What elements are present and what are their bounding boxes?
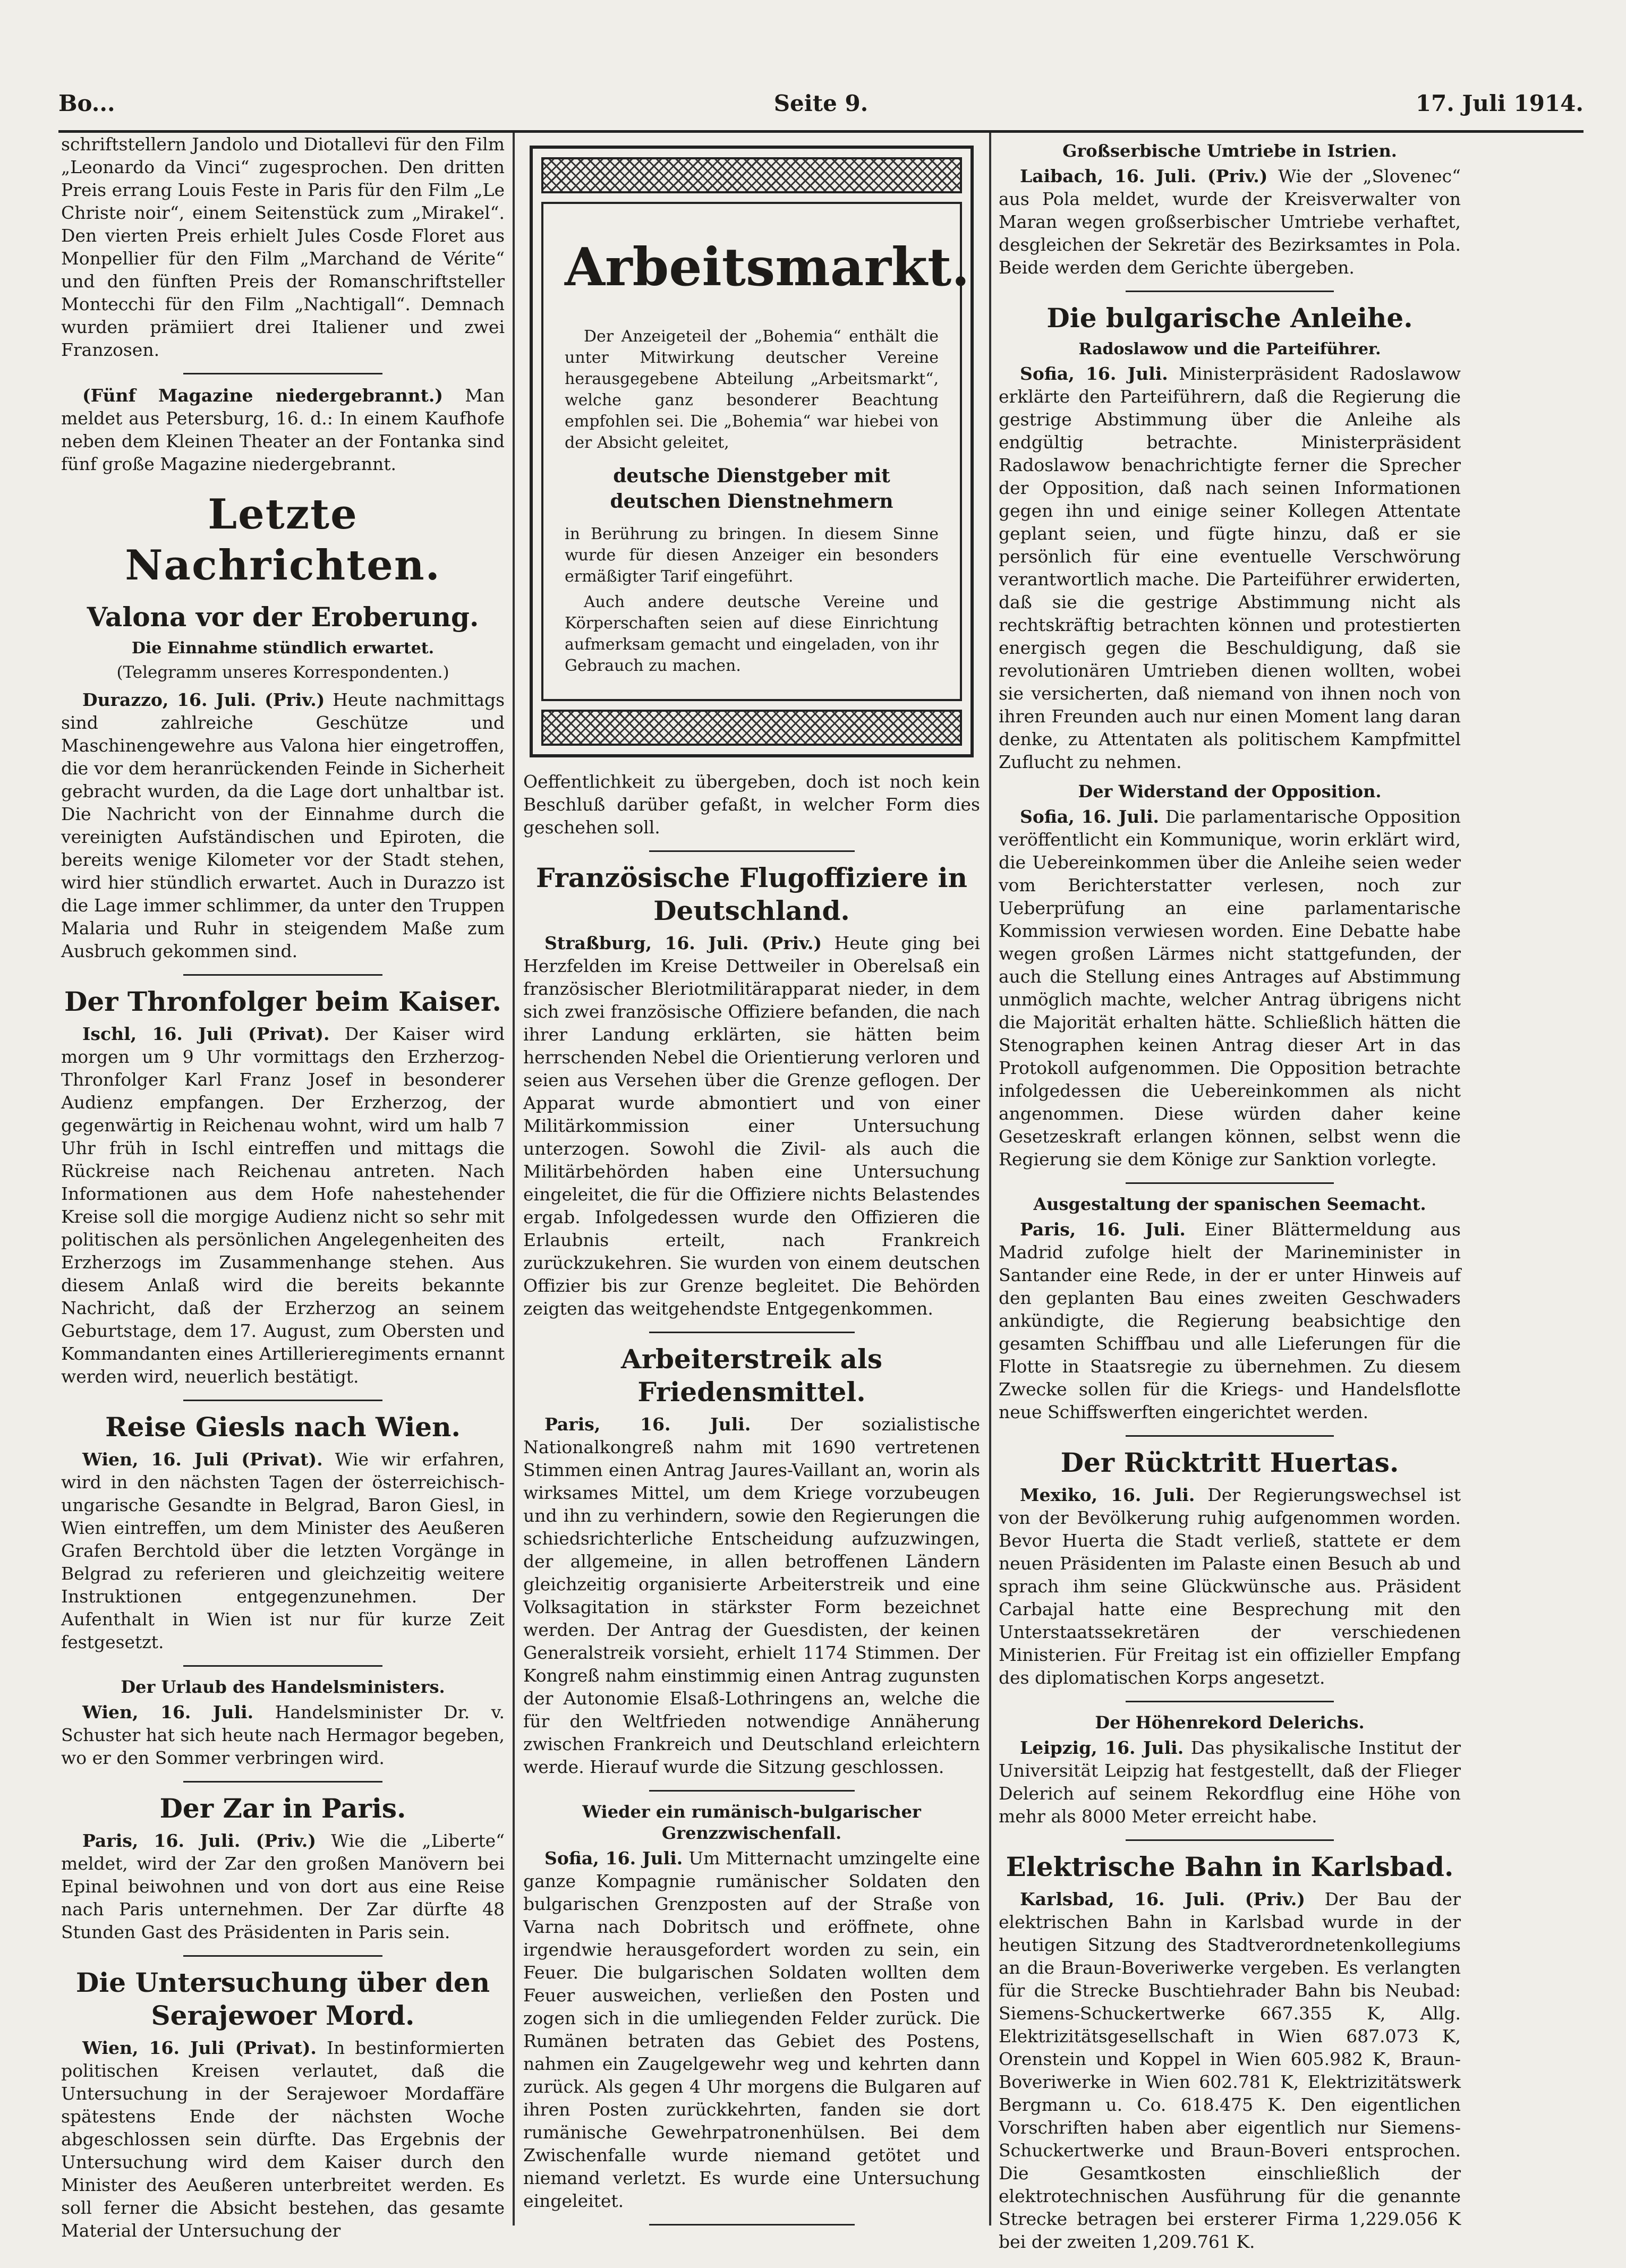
brief-text: Man meldet aus Petersburg, 16. d.: In einem Kaufhofe neben dem Kleinen Theater an der Fontanka sind fünf große Magazine niedergebrannt.	[61, 385, 505, 474]
article-title: Der Thronfolger beim Kaiser.	[64, 986, 501, 1017]
article-text: Heute ging bei Herzfelden im Kreise Dettweiler in Oberelsaß ein französischer Bleriotmilitärapparat nieder, in dem sich zwei französische Offiziere befanden, die nach ihrer Landung erklärten, sie hätten beim herrschenden Nebel die Orientierung verloren und seien aus Versehen über die Grenze geflogen. Der Apparat wurde abmontiert und von einer Militärkommission einer Untersuchung unterzogen. Sowohl die Zivil- als auch die Militärbehörden haben eine Untersuchung eingeleitet, die für die Offiziere nichts Belastendes ergab. Infolgedessen wurde den Offizieren die Erlaubnis erteilt, nach Frankreich zurückzukehren. Sie wurden von einem deutschen Offizier bis zur Grenze begleitet. Die Behörden zeigten das weitgehendste Entgegenkommen.	[523, 933, 980, 1319]
separator	[1126, 1182, 1334, 1184]
article-body	[999, 1483, 1461, 1689]
article-body	[61, 1022, 505, 1388]
separator	[183, 1400, 383, 1401]
separator	[649, 850, 855, 852]
separator	[183, 1665, 383, 1667]
article-text: In bestinformierten politischen Kreisen verlautet, daß die Untersuchung in der Serajewoer Mordaffäre spätestens Ende der nächsten Woche abgeschlossen sein dürfte. Das Ergebnis der Untersuchung wird dem Kaiser durch den Minister des Aeußeren unterbreitet werden. Es soll ferner die Absicht bestehen, das gesamte Material der Untersuchung der	[61, 2037, 505, 2241]
article-text: Das physikalische Institut der Universität Leipzig hat festgestellt, daß der Flieger Delerich auf seinem Rekordflug eine Höhe von mehr als 8000 Meter erreicht habe.	[999, 1737, 1461, 1827]
dateline: Laibach, 16. Juli. (Priv.)	[1020, 166, 1268, 186]
separator	[649, 1332, 855, 1333]
section-title: Letzte Nachrichten.	[125, 490, 441, 590]
masthead-fragment: Bo...	[58, 90, 115, 116]
dateline: Durazzo, 16. Juli. (Priv.)	[82, 689, 325, 710]
separator	[649, 1790, 855, 1792]
dateline: Paris, 16. Juli. (Priv.)	[82, 1830, 316, 1851]
separator	[183, 1955, 383, 1957]
separator	[1126, 1701, 1334, 1702]
article-body	[999, 362, 1461, 773]
article-title: Ausgestaltung der spanischen Seemacht.	[1033, 1194, 1426, 1214]
article-body	[61, 688, 505, 962]
brief-fire-report	[61, 384, 505, 475]
article-body	[999, 1736, 1461, 1828]
separator	[1126, 1435, 1334, 1437]
advertisement-title: Arbeitsmarkt.	[565, 237, 970, 298]
separator	[183, 1781, 383, 1783]
separator	[1126, 291, 1334, 292]
advertisement-text: in Berührung zu bringen. In diesem Sinne wurde für diesen Anzeiger ein besonders ermäßigter Tarif eingeführt.	[565, 525, 939, 586]
column-divider	[989, 133, 991, 2226]
separator	[183, 373, 383, 374]
article-title: Reise Giesls nach Wien.	[105, 1411, 461, 1443]
column-1	[61, 133, 505, 2241]
article-subtitle: Radoslawow und die Parteiführer.	[1078, 340, 1381, 359]
dateline: Paris, 16. Juli.	[544, 1414, 751, 1435]
dateline: Leipzig, 16. Juli.	[1020, 1737, 1184, 1758]
article-title: Großserbische Umtriebe in Istrien.	[1062, 141, 1397, 161]
article-title: Der Höhenrekord Delerichs.	[1095, 1712, 1365, 1733]
dateline: Wien, 16. Juli (Privat).	[82, 1449, 323, 1470]
article-body	[999, 1888, 1461, 2253]
dateline: Sofia, 16. Juli.	[1020, 806, 1159, 827]
article-title: Valona vor der Eroberung.	[87, 601, 479, 633]
telegram-note: (Telegramm unseres Korrespondenten.)	[116, 663, 449, 682]
dateline: Wien, 16. Juli.	[82, 1702, 254, 1723]
dateline: Straßburg, 16. Juli. (Priv.)	[544, 933, 822, 953]
article-title: Der Zar in Paris.	[159, 1793, 406, 1824]
article-body	[523, 932, 980, 1320]
advertisement-emphasis: deutsche Dienstgeber mit deutschen Dienstnehmern	[610, 465, 893, 513]
dateline: Sofia, 16. Juli.	[544, 1848, 683, 1869]
dateline: Paris, 16. Juli.	[1020, 1219, 1186, 1240]
column-3	[999, 133, 1461, 2252]
issue-date: 17. Juli 1914.	[1415, 90, 1584, 116]
column-divider	[513, 133, 515, 2226]
separator	[649, 2224, 855, 2226]
dateline: Ischl, 16. Juli (Privat).	[82, 1024, 330, 1044]
article-text: Einer Blättermeldung aus Madrid zufolge hielt der Marineminister in Santander eine Rede, in der er unter Hinweis auf den geplanten Bau eines zweiten Geschwaders ankündigte, die Regierung beabsichtige den gesamten Schiffbau und alle Lieferungen für die Flotte in Staatsregie zu übernehmen. Zu diesem Zwecke sollen für die Kriegs- und Handelsflotte neue Schiffswerften eingerichtet werden.	[999, 1219, 1461, 1422]
article-body	[61, 1829, 505, 1943]
advertisement-text: Auch andere deutsche Vereine und Körperschaften seien auf diese Einrichtung aufmerksam gemacht und eingeladen, von ihr Gebrauch zu machen.	[565, 593, 939, 675]
article-continuation: schriftstellern Jandolo und Diotallevi für den Film „Leonardo da Vinci“ zugesprochen. Den dritten Preis errang Louis Feste in Paris für den Film „Le Christe noir“, einem Seitenstück zum „Mirakel“. Den vierten Preis erhielt Jules Cosde Floret aus Monpellier für den Film „Marchand de Vérite“ und den fünften Preis der Romanschriftsteller Montecchi für den Film „Nachtigall“. Demnach wurden prämiiert drei Italiener und zwei Franzosen.	[61, 134, 505, 360]
dateline: Sofia, 16. Juli.	[1020, 363, 1168, 384]
dateline: Karlsbad, 16. Juli. (Priv.)	[1020, 1889, 1306, 1909]
dateline: Wien, 16. Juli (Privat).	[82, 2037, 317, 2058]
article-subtitle: Die Einnahme stündlich erwartet.	[131, 639, 435, 658]
article-title: Der Rücktritt Huertas.	[1060, 1447, 1399, 1478]
column-2	[523, 133, 980, 2231]
article-title: Der Urlaub des Handelsministers.	[121, 1677, 445, 1697]
article-body	[61, 2036, 505, 2242]
article-text: Heute nachmittags sind zahlreiche Geschütze und Maschinengewehre aus Valona hier eingetroffen, die vor dem heranrückenden Feinde in Sicherheit gebracht wurden, da die Lage dort unhaltbar ist. Die Nachricht von der Einnahme durch die vereinigten Aufständischen und Epiroten, die bereits wenige Kilometer vor der Stadt stehen, wird hier stündlich erwartet. Auch in Durazzo ist die Lage immer schlimmer, da unter den Truppen Malaria und Ruhr in steigendem Maße zum Ausbruch gekommen sind.	[61, 689, 505, 961]
article-text: Wie die „Liberte“ meldet, wird der Zar den großen Manövern bei Epinal beiwohnen und von dort aus eine Reise nach Paris unternehmen. Der Zar dürfte 48 Stunden Gast des Präsidenten in Paris sein.	[61, 1830, 505, 1942]
decorative-border	[541, 157, 962, 193]
article-text: Die parlamentarische Opposition veröffentlicht ein Kommunique, worin erklärt wird, die Uebereinkommen über die Anleihe seien weder vom Berichterstatter verlesen, noch zur Ueberprüfung an eine parlamentarische Kommission verwiesen worden. Eine Debatte habe wegen großen Lärmes nicht stattgefunden, der auch die Stellung eines Antrages auf Abstimmung unmöglich machte, welcher Antrag übrigens nicht die Majorität erhalten hätte. Schließlich hätten die Stenographen keinen Antrag dieser Art in das Protokoll aufgenommen. Die Opposition betrachte infolgedessen die Uebereinkommen als nicht angenommen. Diese würden daher keine Gesetzeskraft erlangen können, selbst wenn die Regierung sie dem Könige zur Sanktion vorlegte.	[999, 806, 1461, 1170]
article-body	[523, 1413, 980, 1778]
article-text: Wie der „Slovenec“ aus Pola meldet, wurde der Kreisverwalter von Maran wegen großserbischer Umtriebe verhaftet, desgleichen der Sekretär des Bezirksamtes in Pola. Beide werden dem Gerichte übergeben.	[999, 166, 1461, 278]
article-body	[999, 165, 1461, 279]
advertisement-inner	[541, 202, 970, 701]
article-text: Der Bau der elektrischen Bahn in Karlsbad wurde in der heutigen Sitzung des Stadtverordnetenkollegiums an die Braun-Boveriwerke vergeben. Es verlangten für die Strecke Buschtiehrader Bahn bis Neubad: Siemens-Schuckertwerke 667.355 K, Allg. Elektrizitätsgesellschaft in Wien 687.073 K, Orenstein und Koppel in Wien 605.982 K, Braun-Boveriwerke in Wien 602.781 K, Elektrizitätswerk Bergmann u. Co. 618.475 K. Den eigentlichen Vorschriften haben aber eigentlich nur Siemens-Schuckertwerke und Braun-Boveri entsprochen. Die Gesamtkosten einschließlich der elektrotechnischen Ausführung für die genannte Strecke betragen bei ersterer Firma 1,229.056 K bei der zweiten 1,209.761 K.	[999, 1889, 1461, 2252]
page-header	[58, 85, 1584, 127]
article-body	[999, 805, 1461, 1171]
separator	[183, 974, 383, 976]
article-title: Der Widerstand der Opposition.	[1078, 781, 1382, 802]
article-title: Arbeiterstreik als Friedensmittel.	[620, 1343, 883, 1408]
advertisement-box	[530, 146, 974, 757]
page-number: Seite 9.	[773, 90, 869, 116]
article-title: Die bulgarische Anleihe.	[1046, 302, 1413, 334]
advertisement-text: Der Anzeigeteil der „Bohemia“ enthält die unter Mitwirkung deutscher Vereine herausgegebene Abteilung „Arbeitsmarkt“, welche ganz besonderer Beachtung empfohlen sei. Die „Bohemia“ war hiebei von der Absicht geleitet,	[565, 327, 939, 452]
brief-title: (Fünf Magazine niedergebrannt.)	[82, 385, 444, 406]
article-title: Französische Flugoffiziere in Deutschland.	[535, 862, 968, 926]
article-text: Wie wir erfahren, wird in den nächsten Tagen der österreichisch-ungarische Gesandte in Belgrad, Baron Giesl, in Wien eintreffen, um dem Minister des Aeußeren Grafen Berchtold über die letzten Vorgänge in Belgrad zu referieren und gleichzeitig weitere Instruktionen entgegenzunehmen. Der Aufenthalt in Wien ist nur für kurze Zeit festgesetzt.	[61, 1449, 505, 1652]
article-title: Wieder ein rumänisch-bulgarischer Grenzzwischenfall.	[582, 1802, 921, 1843]
article-body	[523, 1847, 980, 2212]
article-text: Ministerpräsident Radoslawow erklärte den Parteiführern, daß die Regierung die gestrige Abstimmung über die Anleihe als endgültig betrachte. Ministerpräsident Radoslawow benachrichtigte ferner die Sprecher der Opposition, daß nach seinen Informationen gegen ihn und einige seiner Kollegen Attentate geplant seien, und fügte hinzu, daß er sie persönlich für eine eventuelle Verschwörung verantwortlich mache. Die Parteiführer erwiderten, daß sie die gestrige Abstimmung nicht als rechtskräftig betrachten können und protestierten energisch gegen die Beschuldigung, daß sie revolutionären Umtrieben dienen wollten, wobei sie versicherten, daß niemand von ihnen noch von ihren Freunden auch nur einen Moment lang daran denke, zu Attentaten als politischem Kampfmittel Zuflucht zu nehmen.	[999, 363, 1461, 772]
article-body	[61, 1448, 505, 1653]
article-title: Die Untersuchung über den Serajewoer Mord.	[75, 1967, 490, 2031]
article-title: Elektrische Bahn in Karlsbad.	[1006, 1851, 1454, 1882]
article-text: Um Mitternacht umzingelte eine ganze Kompagnie rumänischer Soldaten den bulgarischen Grenzposten auf der Straße von Varna nach Dobritsch und eröffnete, ohne irgendwie herausgefordert worden zu sein, ein Feuer. Die bulgarischen Soldaten wollten dem Feuer ausweichen, verließen den Posten und zogen sich in die umliegenden Felder zurück. Die Rumänen betraten das Gebiet des Postens, nahmen ein Zaugelgewehr weg und kehrten dann zurück. Als gegen 4 Uhr morgens die Bulgaren auf ihren Posten zurückkehrten, fanden sie dort rumänische Gewehrpatronenhülsen. Bei dem Zwischenfalle wurde niemand getötet und niemand verletzt. Es wurde eine Untersuchung eingeleitet.	[523, 1848, 980, 2211]
dateline: Mexiko, 16. Juli.	[1020, 1485, 1195, 1505]
article-continuation: Oeffentlichkeit zu übergeben, doch ist noch kein Beschluß darüber gefaßt, in welcher Form dies geschehen soll.	[523, 771, 980, 838]
article-body	[999, 1218, 1461, 1423]
article-text: Der Regierungswechsel ist von der Bevölkerung ruhig aufgenommen worden. Bevor Huerta die Stadt verließ, stattete er dem neuen Präsidenten im Palaste einen Besuch ab und sprach ihm seine Glückwünsche aus. Präsident Carbajal hatte eine Besprechung mit den Unterstaatssekretären der verschiedenen Ministerien. Für Freitag ist ein offizieller Empfang des diplomatischen Korps angesetzt.	[999, 1485, 1461, 1688]
decorative-border	[541, 710, 962, 746]
article-text: Der Kaiser wird morgen um 9 Uhr vormittags den Erzherzog-Thronfolger Karl Franz Josef in besonderer Audienz empfangen. Der Erzherzog, der gegenwärtig in Reichenau wohnt, wird um halb 7 Uhr früh in Ischl eintreffen und mittags die Rückreise nach Reichenau antreten. Nach Informationen aus dem Hofe nahestehender Kreise soll die morgige Audienz nicht so sehr mit politischen als persönlichen Angelegenheiten des Erzherzogs im Zusammenhange stehen. Aus diesem Anlaß wird die bereits bekannte Nachricht, daß der Erzherzog an seinem Geburtstage, dem 17. August, zum Obersten und Kommandanten eines Artillerieregiments ernannt werden wird, neuerlich bestätigt.	[61, 1024, 505, 1387]
article-text: Handelsminister Dr. v. Schuster hat sich heute nach Hermagor begeben, wo er den Sommer verbringen wird.	[61, 1702, 505, 1768]
separator	[1126, 1839, 1334, 1841]
article-text: Der sozialistische Nationalkongreß nahm mit 1690 vertretenen Stimmen einen Antrag Jaures-Vaillant an, worin als wirksames Mittel, um dem Kriege vorzubeugen und ihn zu verhindern, sowie den Regierungen die schiedsrichterliche Entscheidung aufzuzwingen, der allgemeine, in allen betroffenen Ländern gleichzeitig organisierte Arbeiterstreik und eine Volksagitation in stärkster Form bezeichnet werden. Der Antrag der Guesdisten, der keinen Generalstreik vorsieht, erhielt 1174 Stimmen. Der Kongreß nahm einstimmig einen Antrag zugunsten der Autonomie Elsaß-Lothringens an, welche die für den Weltfrieden notwendige Annäherung zwischen Frankreich und Deutschland erleichtern werde. Hierauf wurde die Sitzung geschlossen.	[523, 1414, 980, 1777]
article-body	[61, 1701, 505, 1769]
